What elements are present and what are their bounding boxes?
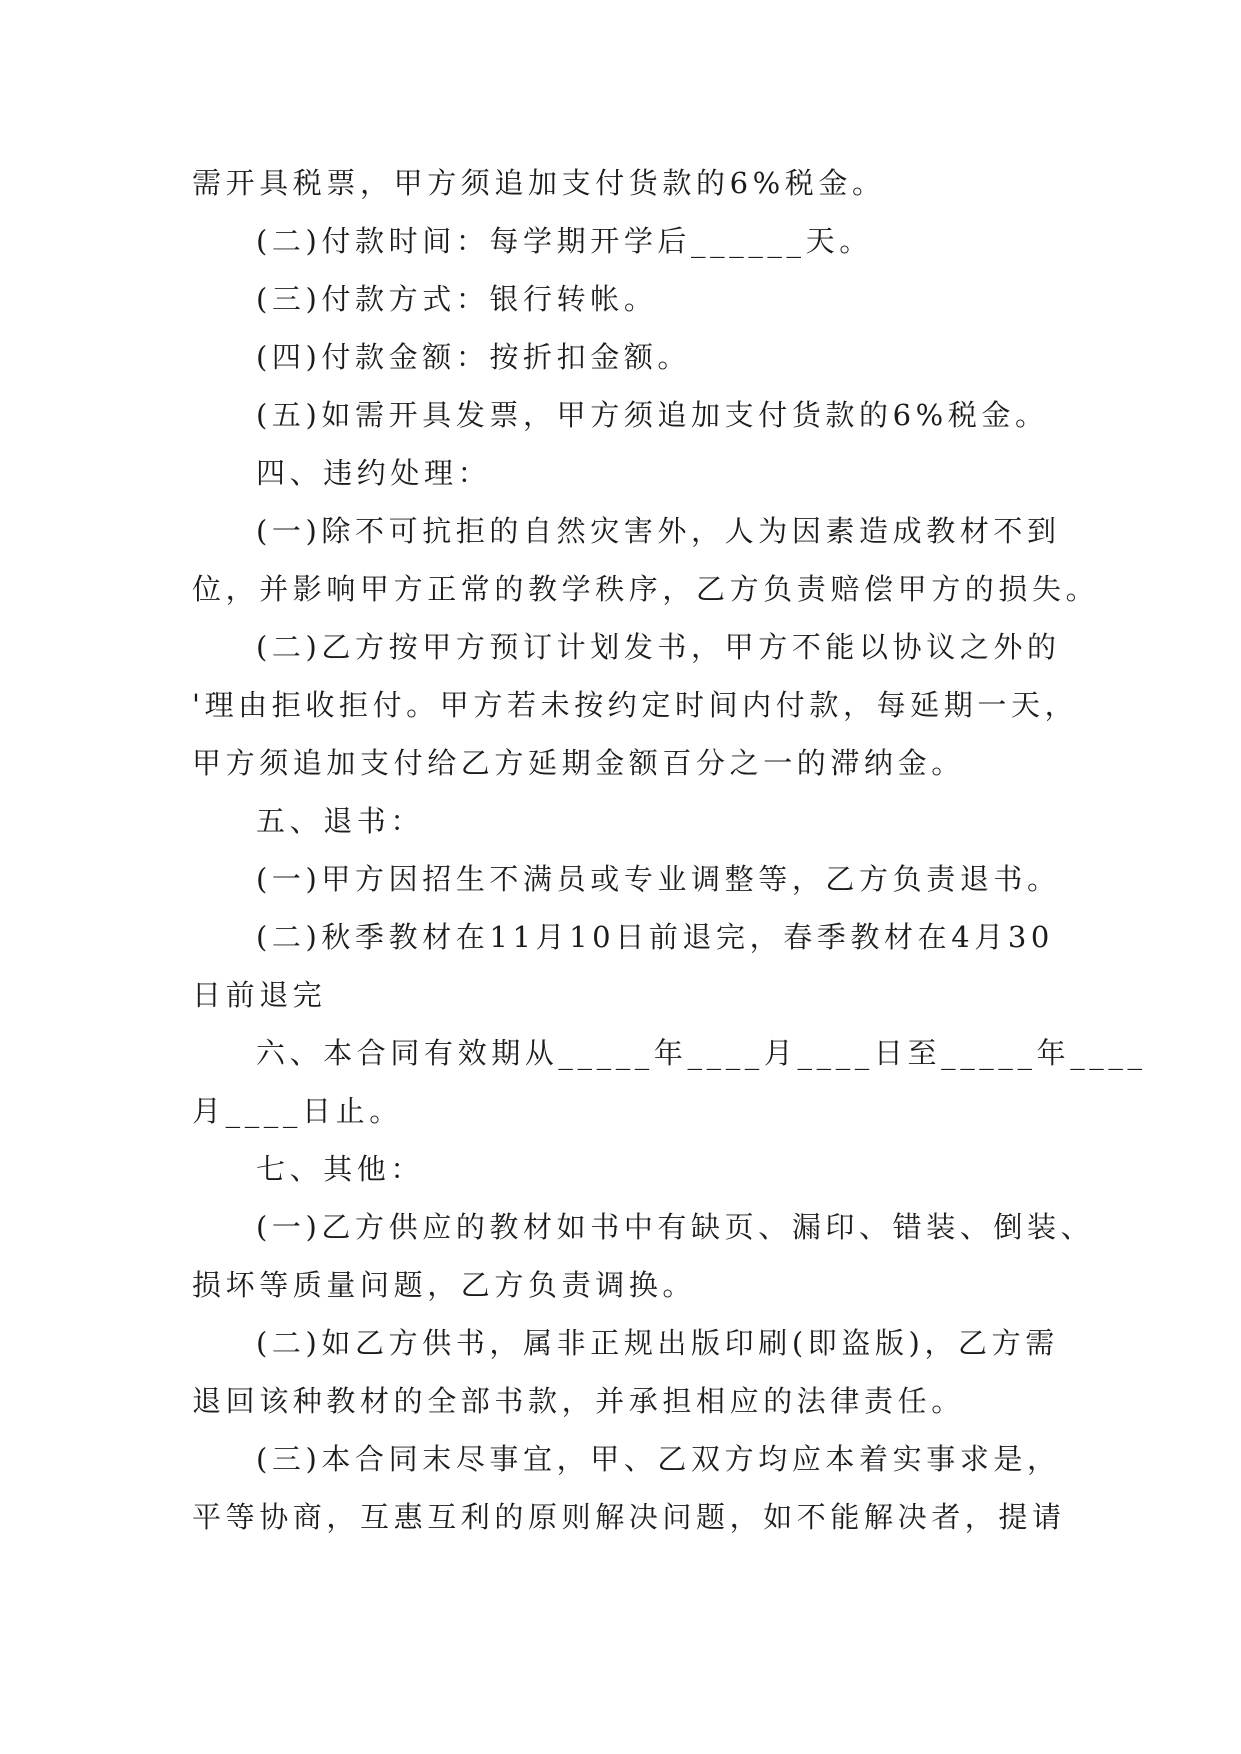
text-line-10: '理由拒收拒付。甲方若未按约定时间内付款，每延期一天， [192,688,1079,722]
text-line-13: (一)甲方因招生不满员或专业调整等，乙方负责退书。 [256,862,1061,896]
text-line-11: 甲方须追加支付给乙方延期金额百分之一的滞纳金。 [192,746,965,780]
text-line-7: (一)除不可抗拒的自然灾害外，人为因素造成教材不到 [256,514,1061,548]
text-line-1: 需开具税票，甲方须追加支付货款的6%税金。 [192,166,886,200]
section-heading-7: 七、其他： [256,1152,425,1186]
text-line-22: 退回该种教材的全部书款，并承担相应的法律责任。 [192,1384,965,1418]
text-line-20: 损坏等质量问题，乙方负责调换。 [192,1268,697,1302]
text-line-4: (四)付款金额：按折扣金额。 [256,340,692,374]
text-line-8: 位，并影响甲方正常的教学秩序，乙方负责赔偿甲方的损失。 [192,572,1100,606]
section-heading-4: 四、违约处理： [256,456,492,490]
text-line-24: 平等协商，互惠互利的原则解决问题，如不能解决者，提请 [192,1500,1066,1534]
text-line-16: 六、本合同有效期从_____年____月____日至_____年____ [256,1036,1147,1070]
section-heading-5: 五、退书： [256,804,425,838]
text-line-19: (一)乙方供应的教材如书中有缺页、漏印、错装、倒装、 [256,1210,1095,1244]
text-line-21: (二)如乙方供书，属非正规出版印刷(即盗版)，乙方需 [256,1326,1059,1360]
text-line-15: 日前退完 [192,978,327,1012]
text-line-9: (二)乙方按甲方预订计划发书，甲方不能以协议之外的 [256,630,1061,664]
text-line-23: (三)本合同末尽事宜，甲、乙双方均应本着实事求是， [256,1442,1061,1476]
text-line-3: (三)付款方式：银行转帐。 [256,282,658,316]
text-line-5: (五)如需开具发票，甲方须追加支付货款的6%税金。 [256,398,1049,432]
text-line-17: 月____日止。 [192,1094,403,1128]
text-line-2: (二)付款时间：每学期开学后______天。 [256,224,873,258]
text-line-14: (二)秋季教材在11月10日前退完，春季教材在4月30 [256,920,1054,954]
